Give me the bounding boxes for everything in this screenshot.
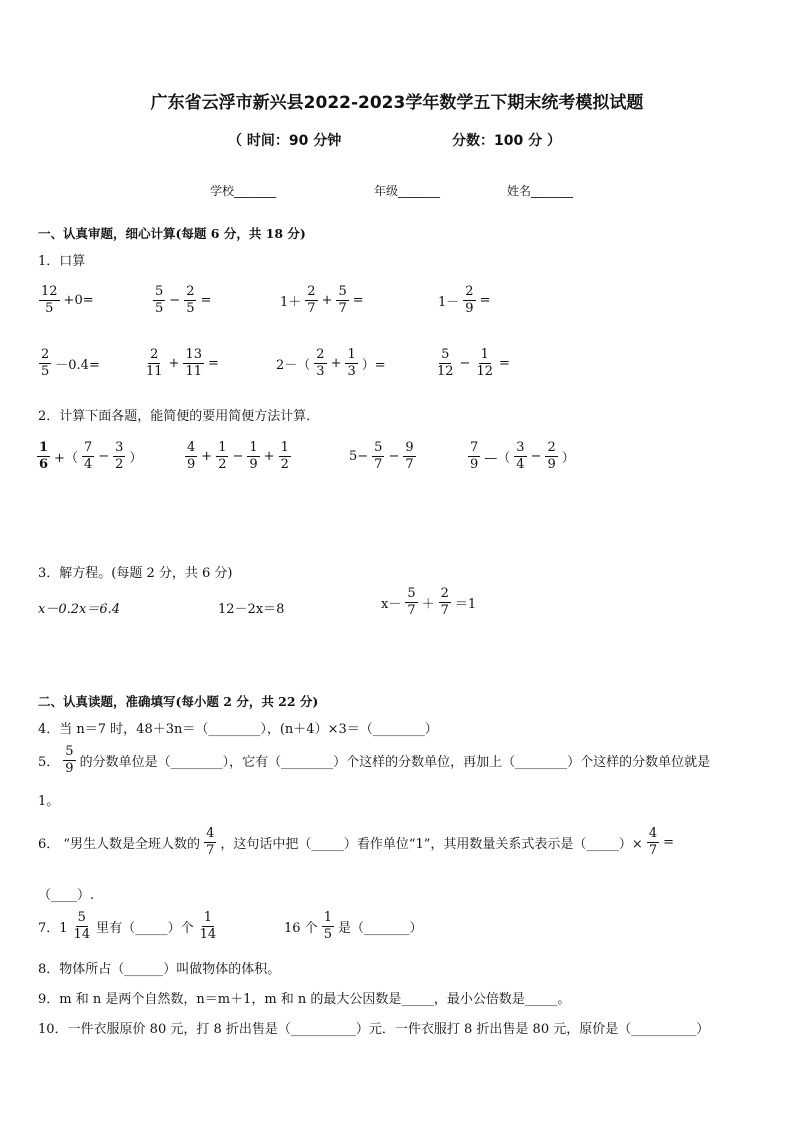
page-title: 广东省云浮市新兴县2022-2023学年数学五下期末统考模拟试题 <box>150 93 644 113</box>
question-7b: 16 个 $\frac{1}{5}$ 是（_______） <box>284 910 423 943</box>
fraction: $\frac{5}{7}$ <box>338 284 347 317</box>
oral-calc-4: 1－ $\frac{2}{9}$ = <box>438 284 491 317</box>
fraction: $\frac{1}{2}$ <box>280 440 289 473</box>
question-6: 6． “男生人数是全班人数的 $\frac{4}{7}$ ，这句话中把（_____）看作单位“1”，其用数量关系式表示是（_____）× $\frac{4}{7}$ = <box>38 826 674 859</box>
fraction: $\frac{3}{4}$ <box>516 440 525 473</box>
fraction: $\frac{7}{4}$ <box>83 440 93 473</box>
exam-time: （ 时间：90 分钟 <box>228 133 342 149</box>
fraction: $\frac{1}{14}$ <box>199 910 217 943</box>
fraction: $\frac{2}{3}$ <box>316 347 325 380</box>
oral-calc-7: 2－（ $\frac{2}{3}$ + $\frac{1}{3}$ ）= <box>276 347 386 380</box>
fraction: $\frac{13}{11}$ <box>185 347 202 380</box>
question-5: 5． $\frac{5}{9}$ 的分数单位是（________），它有（________）个这样的分数单位，再加上（________）个这样的分数单位就是 <box>38 744 711 777</box>
fraction: $\frac{5}{7}$ <box>374 440 383 473</box>
oral-calc-8: $\frac{5}{12}$ − $\frac{1}{12}$ = <box>437 347 510 380</box>
fraction: $\frac{2}{9}$ <box>465 284 474 317</box>
fraction: $\frac{4}{7}$ <box>648 826 658 859</box>
question-5-cont: 1。 <box>38 794 60 809</box>
fraction: $\frac{2}{9}$ <box>547 440 556 473</box>
fraction: $\frac{5}{14}$ <box>73 910 91 943</box>
oral-calc-1: $\frac{12}{5}$ +0= <box>41 284 94 317</box>
fraction: $\frac{1}{2}$ <box>218 440 227 473</box>
section2-heading: 二、认真读题，准确填写(每小题 2 分，共 22 分) <box>38 694 319 709</box>
question-1-label: 1．口算 <box>38 254 86 269</box>
fraction: $\frac{5}{12}$ <box>437 347 454 380</box>
question-3-label: 3．解方程。(每题 2 分，共 6 分) <box>38 566 233 581</box>
calc-4: $\frac{7}{9}$ —（ $\frac{3}{4}$ − $\frac{2}{9}$ ） <box>470 440 575 473</box>
question-4: 4．当 n＝7 时，48＋3n＝（________），(n＋4）×3＝（________） <box>38 722 438 737</box>
fraction: $\frac{4}{7}$ <box>206 826 215 859</box>
equation-3: x－ $\frac{5}{7}$ ＋ $\frac{2}{7}$ ＝1 <box>381 586 477 619</box>
fraction: $\frac{2}{11}$ <box>146 347 163 380</box>
fraction: $\frac{1}{3}$ <box>347 347 356 380</box>
fraction: $\frac{1}{9}$ <box>249 440 258 473</box>
question-6-cont: （____）. <box>38 888 95 903</box>
fraction: $\frac{5}{9}$ <box>65 744 74 777</box>
calc-3: 5− $\frac{5}{7}$ − $\frac{9}{7}$ <box>349 440 414 473</box>
fraction: $\frac{1}{12}$ <box>476 347 493 380</box>
calc-2: $\frac{4}{9}$ + $\frac{1}{2}$ − $\frac{1}{9}$ + $\frac{1}{2}$ <box>187 440 289 473</box>
fraction: $\frac{1}{5}$ <box>323 910 332 943</box>
question-8: 8．物体所占（______）叫做物体的体积。 <box>38 962 281 977</box>
name-field[interactable]: 姓名_______ <box>507 184 574 198</box>
fraction: $\frac{5}{7}$ <box>407 586 416 619</box>
oral-calc-5: $\frac{2}{5}$ －0.4= <box>41 347 100 380</box>
oral-calc-6: $\frac{2}{11}$ + $\frac{13}{11}$ = <box>146 347 219 380</box>
equation-1: x－0.2x＝6.4 <box>38 602 121 617</box>
fraction: $\frac{4}{9}$ <box>187 440 196 473</box>
fraction: $\frac{2}{7}$ <box>440 586 449 619</box>
section1-heading: 一、认真审题，细心计算(每题 6 分，共 18 分) <box>38 226 306 241</box>
fraction: $\frac{5}{5}$ <box>155 284 164 317</box>
fraction: $\frac{9}{7}$ <box>405 440 414 473</box>
question-7a: 7．1 $\frac{5}{14}$ 里有（_____）个 $\frac{1}{14}$ <box>38 910 217 943</box>
oral-calc-2: $\frac{5}{5}$ − $\frac{2}{5}$ = <box>155 284 212 317</box>
calc-1: $\frac{1}{6}$ +（ $\frac{7}{4}$ − $\frac{3}{2}$ ） <box>39 440 143 473</box>
fraction: $\frac{3}{2}$ <box>115 440 124 473</box>
fraction: $\frac{2}{5}$ <box>41 347 50 380</box>
fraction: $\frac{2}{7}$ <box>307 284 316 317</box>
fraction: $\frac{1}{6}$ <box>39 440 49 473</box>
oral-calc-3: 1＋ $\frac{2}{7}$ + $\frac{5}{7}$ = <box>280 284 364 317</box>
grade-field[interactable]: 年级_______ <box>374 184 441 198</box>
fraction: $\frac{7}{9}$ <box>470 440 479 473</box>
question-9: 9．m 和 n 是两个自然数，n＝m＋1，m 和 n 的最大公因数是_____，最小公倍数是_____。 <box>38 992 571 1007</box>
school-field[interactable]: 学校_______ <box>210 184 277 198</box>
exam-score: 分数：100 分 ） <box>452 133 561 149</box>
question-10: 10．一件衣服原价 80 元，打 8 折出售是（__________）元．一件衣服打 8 折出售是 80 元，原价是（__________） <box>38 1022 710 1037</box>
fraction: $\frac{2}{5}$ <box>186 284 195 317</box>
fraction: $\frac{12}{5}$ <box>41 284 58 317</box>
question-2-label: 2．计算下面各题，能简便的要用简便方法计算． <box>38 409 320 424</box>
equation-2: 12－2x＝8 <box>218 602 285 617</box>
